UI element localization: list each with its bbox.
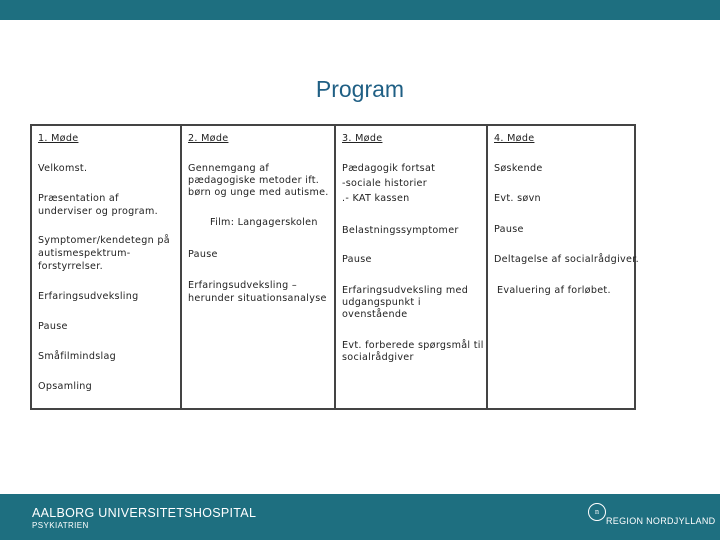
list-item: Symptomer/kendetegn på bbox=[38, 235, 170, 246]
list-item: Evaluering af forløbet. bbox=[497, 285, 611, 296]
column-meeting-4 bbox=[486, 126, 639, 408]
hospital-logo bbox=[32, 507, 256, 531]
list-item: Pause bbox=[38, 321, 68, 332]
top-band bbox=[0, 0, 720, 20]
list-item: Belastningssymptomer bbox=[342, 225, 459, 236]
list-item: Småfilmindslag bbox=[38, 351, 117, 362]
list-item: forstyrrelser. bbox=[38, 261, 103, 272]
list-item: Pause bbox=[494, 224, 524, 235]
list-item: udgangspunkt i bbox=[342, 297, 421, 308]
list-item: børn og unge med autisme. bbox=[188, 187, 329, 198]
list-item: Erfaringsudveksling med bbox=[342, 285, 469, 296]
list-item: pædagogiske metoder ift. bbox=[188, 175, 320, 186]
region-seal-icon: n bbox=[588, 503, 606, 521]
column-heading: 4. Møde bbox=[494, 133, 535, 144]
list-item: -sociale historier bbox=[342, 178, 427, 189]
column-heading: 2. Møde bbox=[188, 133, 229, 144]
page-title: Program bbox=[315, 76, 405, 102]
list-item: Opsamling bbox=[38, 381, 93, 392]
column-meeting-1 bbox=[32, 126, 180, 408]
list-item: socialrådgiver bbox=[342, 352, 414, 363]
list-item: Pause bbox=[188, 249, 218, 260]
list-item: herunder situationsanalyse bbox=[188, 293, 327, 304]
list-item: .- KAT kassen bbox=[342, 193, 410, 204]
hospital-name: AALBORG UNIVERSITETSHOSPITAL bbox=[32, 506, 257, 520]
list-item: Deltagelse af socialrådgiver. bbox=[494, 254, 639, 265]
list-item: Søskende bbox=[494, 163, 543, 174]
program-table bbox=[30, 124, 639, 410]
list-item: Velkomst. bbox=[38, 163, 88, 174]
region-name: REGION NORDJYLLAND bbox=[606, 516, 716, 526]
list-item: Gennemgang af bbox=[188, 163, 270, 174]
list-item: Erfaringsudveksling – bbox=[188, 280, 297, 291]
list-item: Præsentation af bbox=[38, 193, 119, 204]
column-heading: 3. Møde bbox=[342, 133, 383, 144]
list-item: Film: Langagerskolen bbox=[210, 217, 318, 228]
column-heading: 1. Møde bbox=[38, 133, 79, 144]
hospital-department: PSYKIATRIEN bbox=[32, 521, 89, 530]
list-item: Evt. forberede spørgsmål til bbox=[342, 340, 484, 351]
list-item: Pause bbox=[342, 254, 372, 265]
list-item: Pædagogik fortsat bbox=[342, 163, 436, 174]
list-item: ovenstående bbox=[342, 309, 408, 320]
column-meeting-2 bbox=[180, 126, 334, 408]
list-item: underviser og program. bbox=[38, 206, 158, 217]
list-item: autismespektrum- bbox=[38, 248, 131, 259]
list-item: Erfaringsudveksling bbox=[38, 291, 139, 302]
list-item: Evt. søvn bbox=[494, 193, 541, 204]
column-meeting-3 bbox=[334, 126, 486, 408]
